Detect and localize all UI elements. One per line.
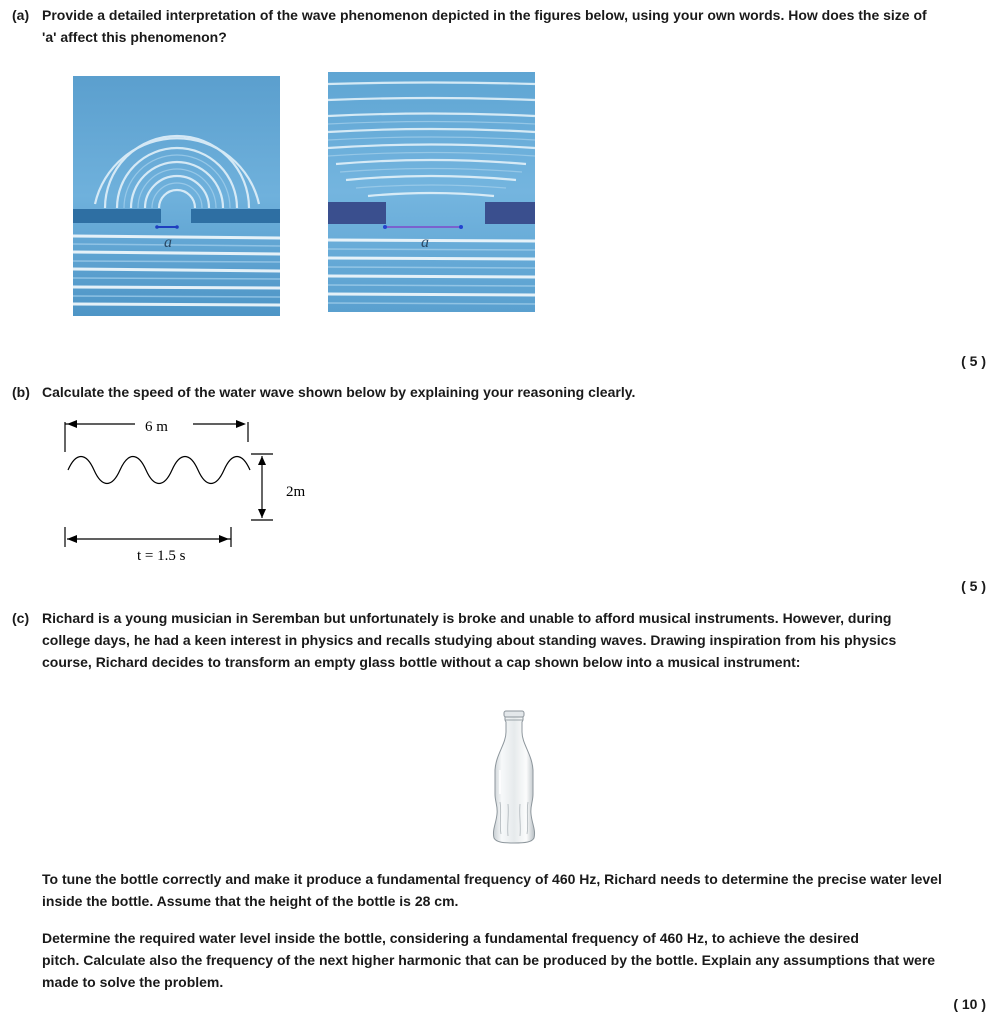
part-b-marks: ( 5 )	[961, 578, 986, 594]
part-c-paragraph2	[42, 868, 992, 912]
part-c-intro-line2: college days, he had a keen interest in physics and recalls studying about standing waves. Drawing inspiration from his physics	[42, 632, 897, 648]
part-c-para2-line2: inside the bottle. Assume that the height of the bottle is 28 cm.	[42, 893, 459, 909]
part-a-question	[42, 4, 992, 48]
glass-bottle-image	[486, 710, 542, 844]
part-c-marks: ( 10 )	[953, 996, 986, 1012]
part-b-label: (b)	[12, 384, 30, 400]
diffraction-wide-svg	[328, 72, 535, 312]
part-c-label: (c)	[12, 610, 30, 626]
diffraction-image-wide-gap	[328, 72, 535, 312]
distance-label: 6 m	[145, 419, 168, 435]
part-c-intro-line1: Richard is a young musician in Seremban but unfortunately is broke and unable to afford musical instruments. However, during	[42, 610, 892, 626]
part-c-para3-line3: made to solve the problem.	[42, 974, 224, 990]
part-a-marks: ( 5 )	[961, 353, 986, 369]
diffraction-narrow-svg	[73, 76, 280, 316]
part-b-question: Calculate the speed of the water wave shown below by explaining your reasoning clearly.	[42, 384, 636, 400]
part-c-para2-line1: To tune the bottle correctly and make it produce a fundamental frequency of 460 Hz, Richard needs to determine the precise water level	[42, 871, 942, 887]
diffraction-image-narrow-gap	[73, 76, 280, 316]
gap-label-wide: a	[421, 234, 429, 251]
wave-diagram	[55, 412, 325, 572]
part-c-intro	[42, 607, 992, 673]
part-a-label: (a)	[12, 7, 30, 23]
part-c-para3-line2: pitch. Calculate also the frequency of the next higher harmonic that can be produced by the bottle. Explain any assumptions that were	[42, 952, 936, 968]
part-c-para3-line1: Determine the required water level inside the bottle, considering a fundamental frequency of 460 Hz, to achieve the desired	[42, 930, 859, 946]
part-c-paragraph3	[42, 927, 992, 993]
time-label: t = 1.5 s	[137, 548, 186, 564]
amplitude-label: 2m	[286, 484, 306, 500]
wave-diagram-svg	[55, 412, 325, 572]
gap-label-narrow: a	[164, 234, 172, 251]
part-a-line1: Provide a detailed interpretation of the wave phenomenon depicted in the figures below, using your own words. How does the size of	[42, 7, 927, 23]
glass-bottle-svg	[486, 710, 542, 844]
part-a-line2: 'a' affect this phenomenon?	[42, 29, 227, 45]
part-c-intro-line3: course, Richard decides to transform an empty glass bottle without a cap shown below into a musical instrument:	[42, 654, 801, 670]
